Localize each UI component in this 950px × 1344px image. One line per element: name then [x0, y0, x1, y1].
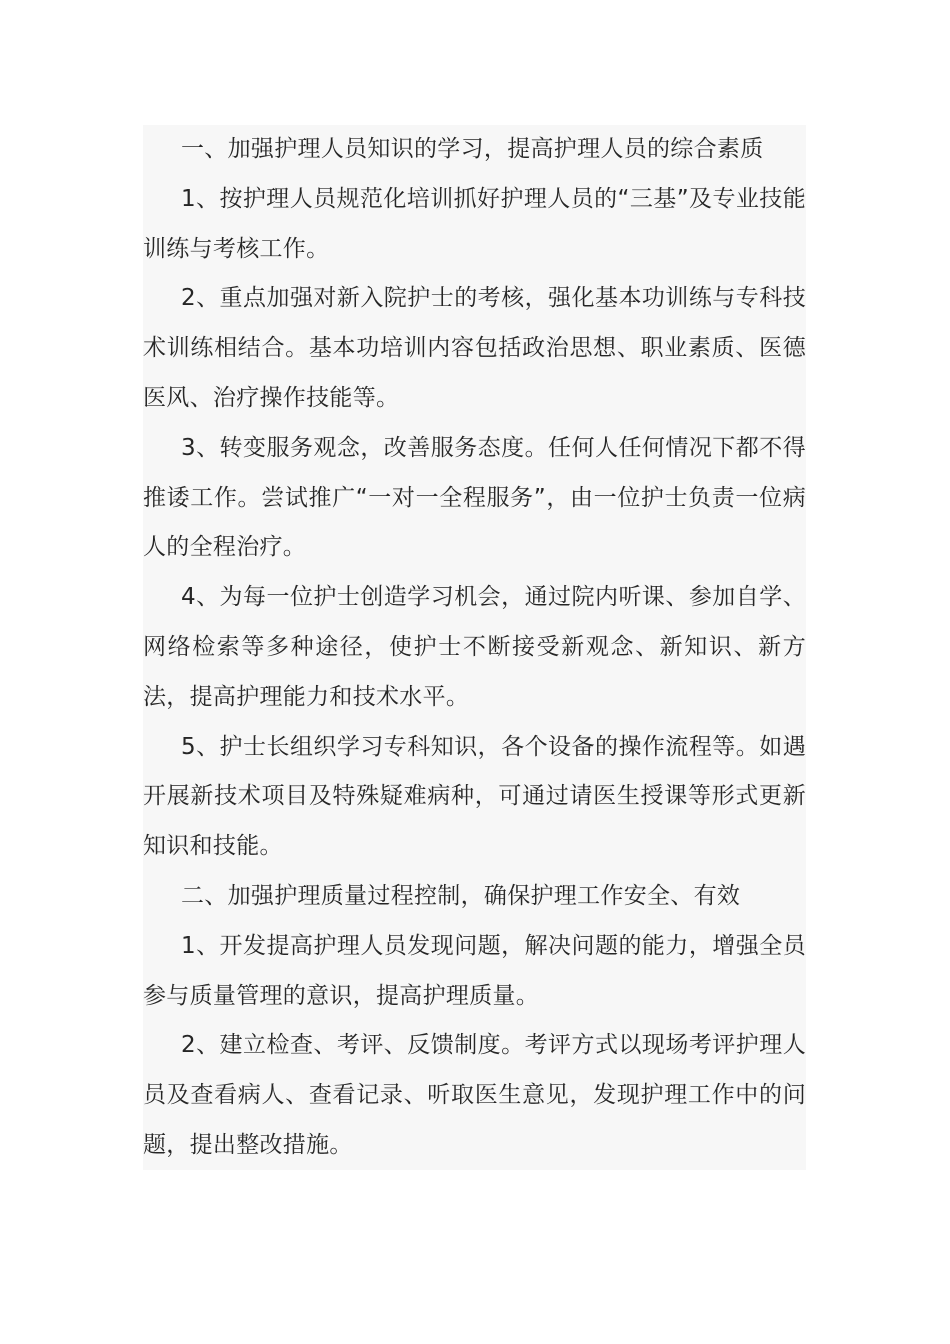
paragraph: 4、为每一位护士创造学习机会，通过院内听课、参加自学、网络检索等多种途径，使护士不断接受新观念、新知识、新方法，提高护理能力和技术水平。 [143, 584, 806, 710]
section-heading-2: 二、加强护理质量过程控制，确保护理工作安全、有效 [181, 882, 741, 909]
paragraph: 3、转变服务观念，改善服务态度。任何人任何情况下都不得推诿工作。尝试推广“一对一全程服务”，由一位护士负责一位病人的全程治疗。 [143, 434, 806, 561]
paragraph: 2、重点加强对新入院护士的考核，强化基本功训练与专科技术训练相结合。基本功培训内容包括政治思想、职业素质、医德医风、治疗操作技能等。 [143, 285, 806, 411]
paragraph: 1、开发提高护理人员发现问题，解决问题的能力，增强全员参与质量管理的意识，提高护理质量。 [143, 932, 806, 1009]
document-text-block [143, 125, 806, 1170]
paragraph: 2、建立检查、考评、反馈制度。考评方式以现场考评护理人员及查看病人、查看记录、听取医生意见，发现护理工作中的问题，提出整改措施。 [143, 1032, 806, 1158]
paragraph: 5、护士长组织学习专科知识，各个设备的操作流程等。如遇开展新技术项目及特殊疑难病种，可通过请医生授课等形式更新知识和技能。 [143, 733, 806, 860]
paragraph: 1、按护理人员规范化培训抓好护理人员的“三基”及专业技能训练与考核工作。 [143, 185, 806, 262]
section-heading-1: 一、加强护理人员知识的学习，提高护理人员的综合素质 [181, 136, 764, 162]
